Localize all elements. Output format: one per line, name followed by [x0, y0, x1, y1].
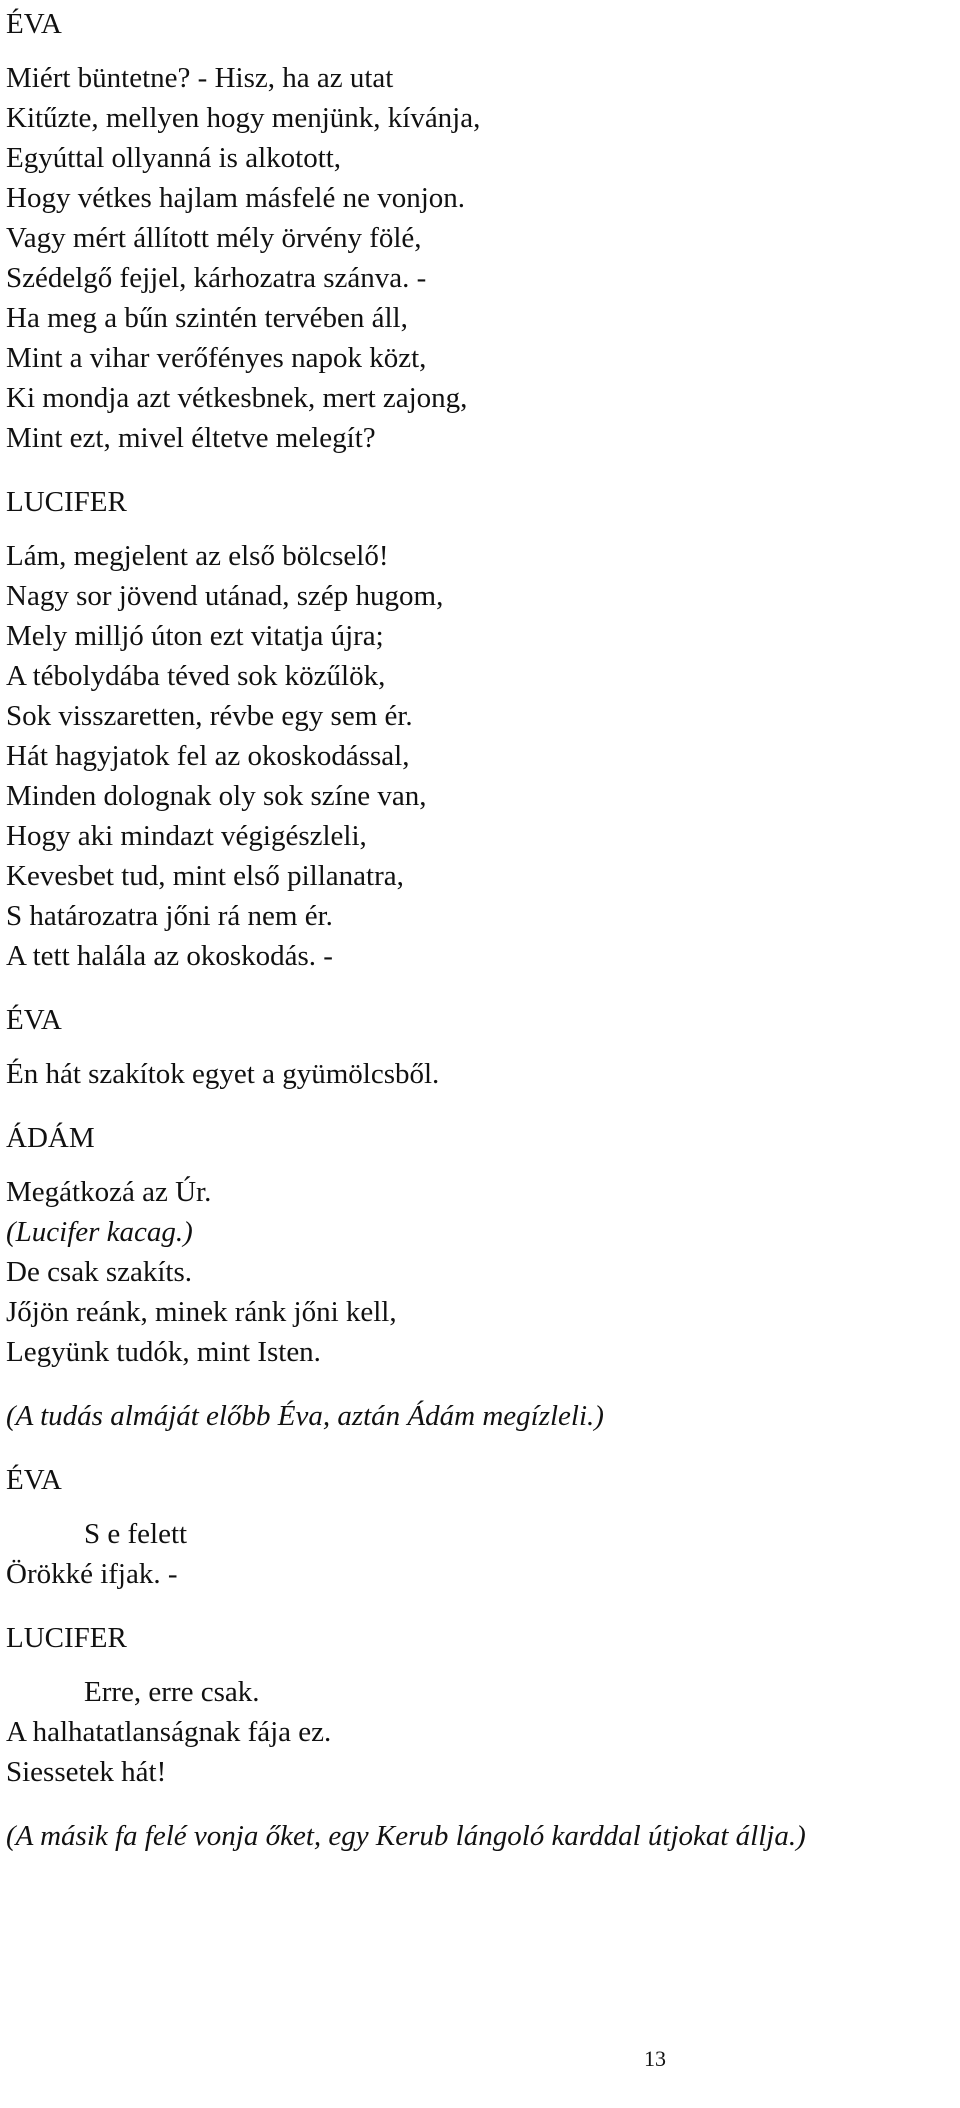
- verse-line: Megátkozá az Úr.: [6, 1176, 212, 1208]
- verse-line: Kitűzte, mellyen hogy menjünk, kívánja,: [6, 102, 481, 134]
- play-page: [6, 4, 956, 1856]
- verse-line: A tébolydába téved sok közűlök,: [6, 660, 386, 692]
- verse-line: Ki mondja azt vétkesbnek, mert zajong,: [6, 382, 468, 414]
- verse-line-indented: Erre, erre csak.: [84, 1676, 260, 1708]
- speaker-name: ÁDÁM: [6, 1122, 95, 1154]
- dialogue-block: [6, 1172, 956, 1372]
- verse-line: Nagy sor jövend utánad, szép hugom,: [6, 580, 444, 612]
- verse-line: Siessetek hát!: [6, 1756, 167, 1788]
- stage-direction: [6, 1396, 956, 1436]
- dialogue-block: [6, 1514, 956, 1594]
- dialogue-block: [6, 58, 956, 458]
- verse-line: Minden dolognak oly sok színe van,: [6, 780, 427, 812]
- verse-line-indented: S e felett: [84, 1518, 188, 1550]
- verse-line: Mint ezt, mivel éltetve melegít?: [6, 422, 376, 454]
- stage-direction-text: (A tudás almáját előbb Éva, aztán Ádám megízleli.): [6, 1400, 604, 1432]
- verse-line: A tett halála az okoskodás. -: [6, 940, 333, 972]
- verse-line: Én hát szakítok egyet a gyümölcsből.: [6, 1058, 440, 1090]
- stage-direction-text: (A másik fa felé vonja őket, egy Kerub lángoló karddal útjokat állja.): [6, 1820, 806, 1852]
- speaker-name: LUCIFER: [6, 1622, 127, 1654]
- verse-line: Szédelgő fejjel, kárhozatra szánva. -: [6, 262, 427, 294]
- verse-line: Lám, megjelent az első bölcselő!: [6, 540, 389, 572]
- verse-line: Legyünk tudók, mint Isten.: [6, 1336, 321, 1368]
- page-number: 13: [644, 2046, 666, 2071]
- verse-line: S határozatra jőni rá nem ér.: [6, 900, 333, 932]
- dialogue-block: [6, 1054, 956, 1094]
- dialogue-block: [6, 536, 956, 976]
- verse-line: Mint a vihar verőfényes napok közt,: [6, 342, 427, 374]
- verse-line: Hogy aki mindazt végigészleli,: [6, 820, 367, 852]
- speaker-name: ÉVA: [6, 1464, 62, 1496]
- verse-line: Sok visszaretten, révbe egy sem ér.: [6, 700, 413, 732]
- verse-line: Vagy mért állított mély örvény fölé,: [6, 222, 422, 254]
- speaker-name: ÉVA: [6, 1004, 62, 1036]
- verse-line: Mely milljó úton ezt vitatja újra;: [6, 620, 384, 652]
- verse-line: Egyúttal ollyanná is alkotott,: [6, 142, 342, 174]
- verse-line: De csak szakíts.: [6, 1256, 193, 1288]
- verse-line: Miért büntetne? - Hisz, ha az utat: [6, 62, 394, 94]
- verse-line: A halhatatlanságnak fája ez.: [6, 1716, 332, 1748]
- verse-line: Kevesbet tud, mint első pillanatra,: [6, 860, 404, 892]
- verse-line: Örökké ifjak. -: [6, 1558, 178, 1590]
- verse-line: Hát hagyjatok fel az okoskodással,: [6, 740, 410, 772]
- dialogue-block: [6, 1672, 956, 1792]
- speaker-name: LUCIFER: [6, 486, 127, 518]
- verse-line: Ha meg a bűn szintén tervében áll,: [6, 302, 408, 334]
- verse-line: Jőjön reánk, minek ránk jőni kell,: [6, 1296, 397, 1328]
- speaker-name: ÉVA: [6, 8, 62, 40]
- stage-direction: [6, 1816, 956, 1856]
- inline-stage-direction: (Lucifer kacag.): [6, 1216, 193, 1248]
- verse-line: Hogy vétkes hajlam másfelé ne vonjon.: [6, 182, 466, 214]
